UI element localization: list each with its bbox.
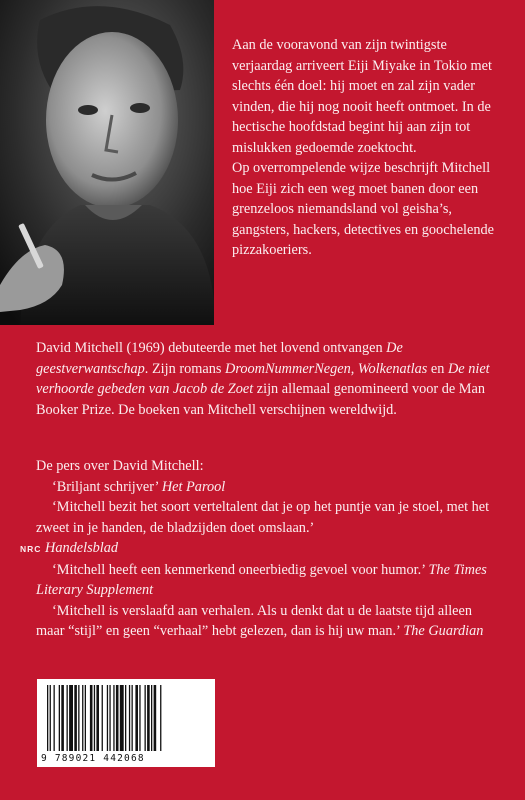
isbn-barcode [37, 679, 215, 767]
quote-source: The Times Literary Supplement [36, 561, 487, 598]
press-quote-1 [36, 477, 500, 498]
press-quote-4 [36, 601, 500, 642]
bio-title-2: DroomNummerNegen [225, 360, 351, 377]
bio-text: , [350, 360, 358, 377]
press-heading: De pers over David Mitchell: [36, 458, 204, 474]
bio-text: David Mitchell (1969) debuteerde met het lovend ontvangen [36, 340, 387, 356]
intro-text [232, 35, 504, 261]
intro-paragraph-1: Aan de vooravond van zijn twintigste verjaardag arriveert Eiji Miyake in Tokio met slechts één doel: hij moet en zal zijn vader vinden, die hij nog nooit heeft ontmoet. In de hectische hoofdstad begint hij aan zijn tot mislukken gedoemde zoektocht. [232, 37, 492, 156]
bio-title-4: De niet verhoorde gebeden van Jacob de Zoet [36, 360, 490, 397]
isbn-number: 9 789021 442068 [41, 753, 145, 764]
quote-source: Het Parool [161, 478, 226, 495]
bio-title-3: Wolkenatlas [357, 360, 428, 377]
barcode-bars [47, 685, 205, 751]
bio-paragraph [36, 338, 500, 420]
quote-source: Handelsblad [41, 540, 119, 556]
quote-source: The Guardian [403, 623, 484, 639]
press-quotes [20, 456, 500, 642]
bio-text: en [427, 360, 448, 377]
quote-text: ‘Mitchell is verslaafd aan verhalen. Als u denkt dat u de laatste tijd alleen maar “stijl” en geen “verhaal” hebt gelezen, dan is hij uw man.’ [36, 602, 473, 639]
author-photo [0, 0, 214, 325]
quote-text: ‘Mitchell bezit het soort verteltalent dat je op het puntje van je stoel, met het zweet in je handen, de bladzijden doet omslaan.’ [36, 499, 490, 536]
press-quote-2 [20, 497, 500, 560]
bio-text: . Zijn romans [144, 360, 226, 377]
quote-source-logo: NRC [20, 544, 42, 554]
bio-text: zijn allemaal genomineerd voor de Man Booker Prize. De boeken van Mitchell verschijnen wereldwijd. [36, 381, 486, 418]
quote-text: ‘Briljant schrijver’ [52, 478, 162, 495]
quote-text: ‘Mitchell heeft een kenmerkend oneerbiedig gevoel voor humor.’ [52, 561, 429, 578]
author-bio [36, 338, 500, 420]
intro-paragraph-2: Op overrompelende wijze beschrijft Mitchell hoe Eiji zich een weg moet banen door een grenzeloos niemandsland vol geisha’s, gangsters, hackers, detectives en goochelende pizzakoeriers. [232, 160, 495, 258]
bio-title-1: De geestverwantschap [36, 340, 403, 377]
press-quote-3 [36, 560, 500, 601]
